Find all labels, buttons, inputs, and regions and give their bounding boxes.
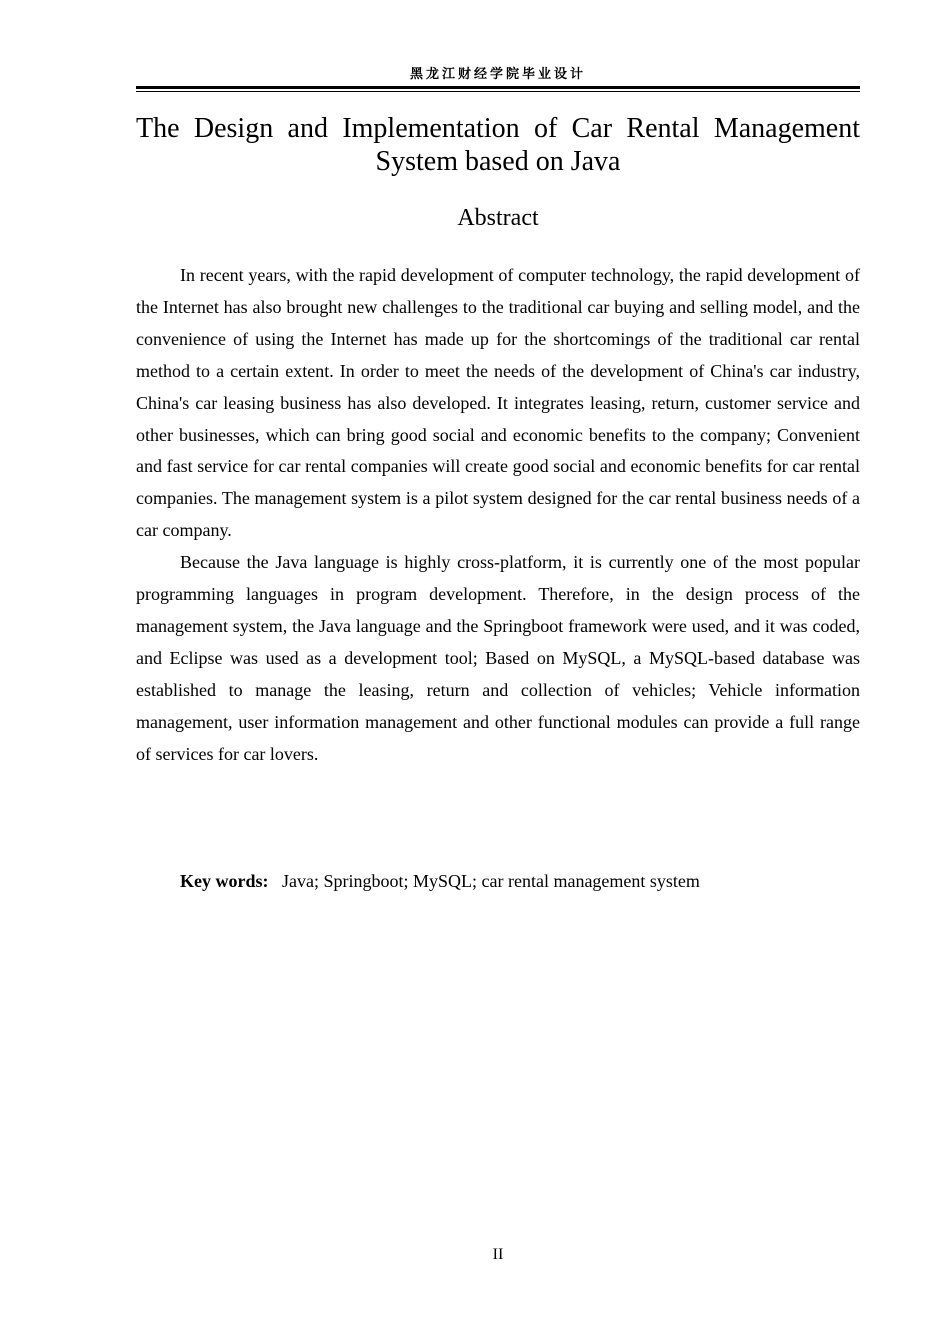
document-title (136, 112, 860, 178)
keywords-label: Key words: (180, 871, 269, 891)
header-rule-thin (136, 91, 860, 92)
keywords-line (180, 866, 700, 897)
title-line-2: System based on Java (375, 146, 621, 177)
header-rule-thick (136, 86, 860, 89)
abstract-paragraph-2: Because the Java language is highly cross-platform, it is currently one of the most popular programming languages in program development. Therefore, in the design process of the management system, the Java language and the Springboot framework were used, and it was coded, and Eclipse was used as a development tool; Based on MySQL, a MySQL-based database was established to manage the leasing, return and collection of vehicles; Vehicle information management, user information management and other functional modules can provide a full range of services for car lovers. (136, 552, 860, 764)
keywords-text: Java; Springboot; MySQL; car rental management system (282, 871, 700, 891)
abstract-body (136, 260, 860, 771)
abstract-heading: Abstract (457, 205, 539, 231)
page-number: II (492, 1246, 504, 1263)
abstract-paragraph-1: In recent years, with the rapid development of computer technology, the rapid development of the Internet has also brought new challenges to the traditional car buying and selling model, and the convenience of using the Internet has made up for the shortcomings of the traditional car rental method to a certain extent. In order to meet the needs of the development of China's car industry, China's car leasing business has also developed. It integrates leasing, return, customer service and other businesses, which can bring good social and economic benefits to the company; Convenient and fast service for car rental companies will create good social and economic benefits for car rental companies. The management system is a pilot system designed for the car rental business needs of a car company. (136, 265, 860, 541)
title-line-1: The Design and Implementation of Car Rental Management (136, 113, 860, 144)
running-header: 黑龙江财经学院毕业设计 (409, 67, 586, 82)
